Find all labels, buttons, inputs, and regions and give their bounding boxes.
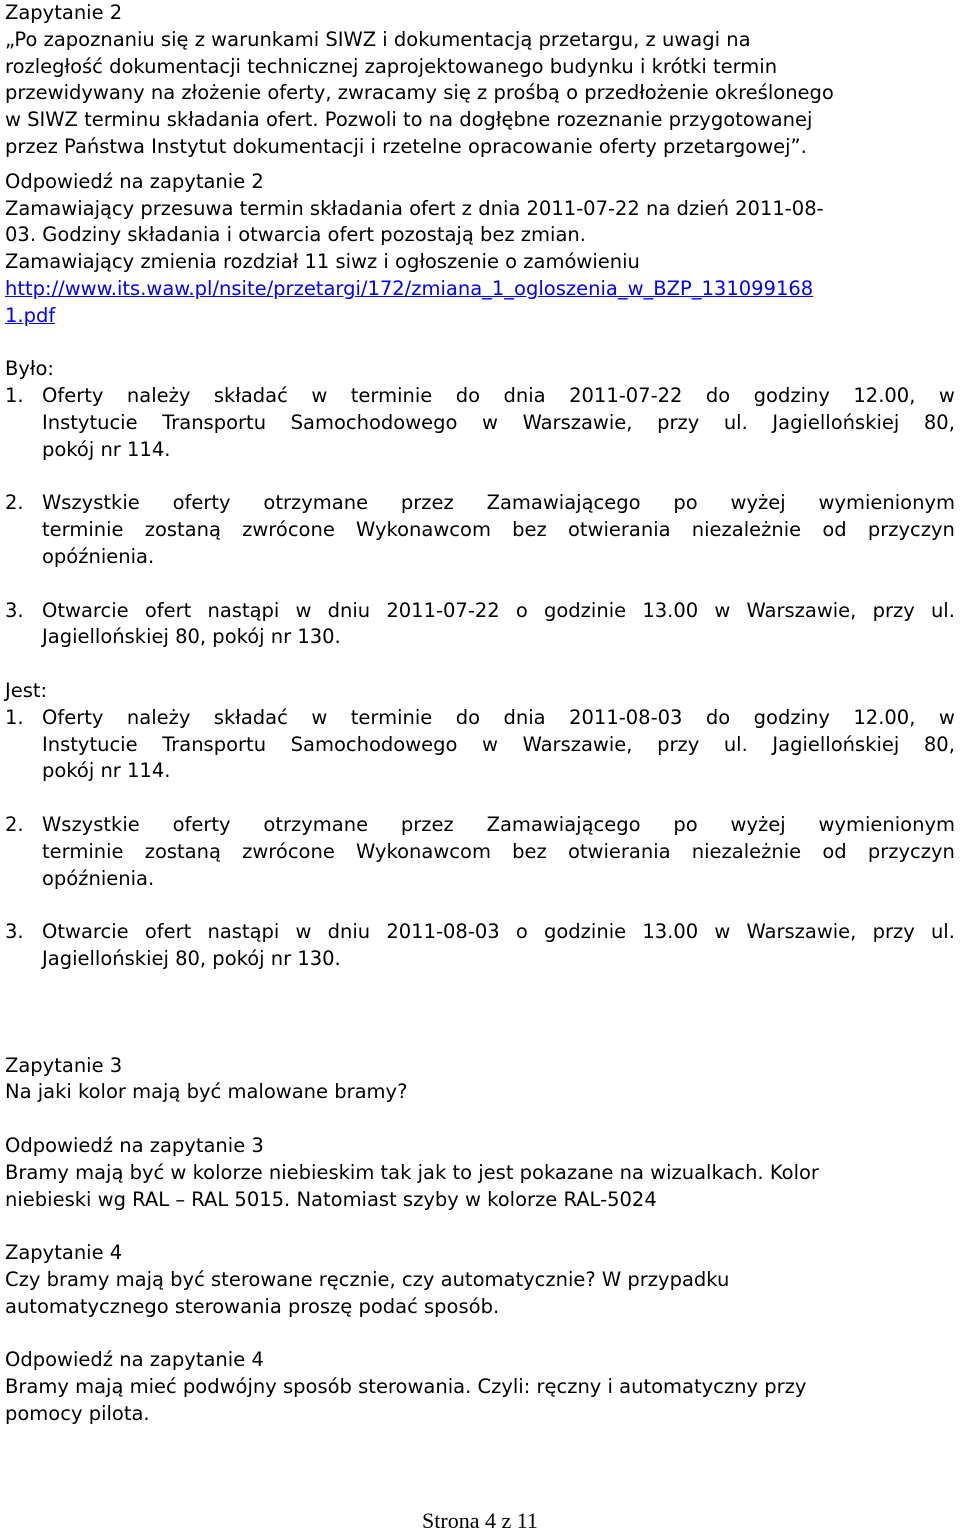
word: 80, — [923, 732, 955, 756]
word: Warszawie, — [522, 410, 633, 434]
word: 13.00 — [642, 920, 699, 944]
word: od — [822, 518, 847, 542]
word: do — [455, 705, 481, 729]
attachment-link-continuation[interactable]: 1.pdf — [5, 303, 56, 327]
question-3-title: Zapytanie 3 — [5, 1053, 123, 1077]
word: w — [311, 384, 328, 408]
word: wyżej — [730, 812, 786, 836]
was-item-1 — [5, 383, 955, 463]
word: terminie — [350, 384, 433, 408]
word: przez — [400, 491, 454, 515]
word: terminie — [42, 518, 124, 542]
was-label: Było: — [5, 357, 54, 381]
list-number: 2. — [5, 491, 24, 515]
word: 2011-07-22 — [386, 598, 500, 622]
word: do — [705, 384, 731, 408]
word: Wykonawcom — [356, 518, 491, 542]
list-item-line: opóźnienia. — [42, 544, 155, 568]
answer-4-line: pomocy pilota. — [5, 1402, 150, 1426]
list-item-line — [42, 383, 955, 410]
was-list — [5, 383, 955, 651]
word: 2011-08-03 — [386, 920, 500, 944]
word: 12.00, — [853, 705, 916, 729]
word: w — [311, 705, 328, 729]
word: otwierania — [567, 839, 671, 863]
word: Zamawiającego — [486, 812, 641, 836]
question-4-title: Zapytanie 4 — [5, 1241, 123, 1265]
word: Transportu — [162, 410, 267, 434]
word: terminie — [42, 839, 124, 863]
answer-2-line: 03. Godziny składania i otwarcia ofert pozostają bez zmian. — [5, 223, 586, 247]
list-number: 1. — [5, 705, 24, 729]
word: ofert — [144, 920, 192, 944]
word: przyczyn — [867, 839, 955, 863]
was-item-2 — [5, 490, 955, 570]
document-page — [5, 0, 955, 1428]
word: otrzymane — [263, 812, 369, 836]
word: Wykonawcom — [356, 839, 491, 863]
question-2-line: przez Państwa Instytut dokumentacji i rzetelne opracowanie oferty przetargowej”. — [5, 134, 807, 158]
word: nastąpi — [207, 920, 280, 944]
list-item-line — [42, 705, 955, 732]
word: zostaną — [144, 839, 221, 863]
list-number: 3. — [5, 920, 24, 944]
word: Instytucie — [42, 732, 138, 756]
list-item-line: Jagiellońskiej 80, pokój nr 130. — [42, 625, 341, 649]
list-number: 1. — [5, 384, 24, 408]
word: dnia — [503, 705, 546, 729]
word: przy — [872, 920, 915, 944]
word: bez — [512, 839, 547, 863]
word: po — [673, 812, 698, 836]
word: o — [515, 598, 528, 622]
word: niezależnie — [691, 518, 802, 542]
word: otwierania — [567, 518, 671, 542]
word: Instytucie — [42, 410, 138, 434]
word: wyżej — [730, 491, 786, 515]
question-4-line: automatycznego sterowania proszę podać sposób. — [5, 1294, 500, 1318]
word: 80, — [923, 410, 955, 434]
word: w — [714, 920, 731, 944]
question-2-line: rozległość dokumentacji technicznej zaprojektowanego budynku i krótki termin — [5, 54, 778, 78]
question-2-line: „Po zapoznaniu się z warunkami SIWZ i dokumentacją przetargu, z uwagi na — [5, 27, 751, 51]
word: Warszawie, — [746, 598, 857, 622]
list-item-line: opóźnienia. — [42, 866, 155, 890]
word: należy — [126, 705, 191, 729]
answer-3-title: Odpowiedź na zapytanie 3 — [5, 1134, 264, 1158]
word: przy — [657, 732, 700, 756]
word: w — [938, 384, 955, 408]
word: przy — [657, 410, 700, 434]
word: ofert — [144, 598, 192, 622]
word: składać — [213, 705, 288, 729]
word: Wszystkie — [42, 812, 140, 836]
word: otrzymane — [263, 491, 369, 515]
word: w — [714, 598, 731, 622]
word: oferty — [172, 812, 231, 836]
list-item-line — [42, 732, 955, 759]
word: w — [295, 598, 312, 622]
word: 12.00, — [853, 384, 916, 408]
word: należy — [126, 384, 191, 408]
word: Jagiellońskiej — [772, 410, 900, 434]
question-3-line: Na jaki kolor mają być malowane bramy? — [5, 1080, 408, 1104]
word: Samochodowego — [290, 410, 458, 434]
word: ul. — [723, 410, 748, 434]
answer-2-line: Zamawiający zmienia rozdział 11 siwz i ogłoszenie o zamówieniu — [5, 250, 640, 274]
list-item-line — [42, 598, 955, 625]
word: 2011-08-03 — [569, 705, 683, 729]
answer-3-line: niebieski wg RAL – RAL 5015. Natomiast szyby w kolorze RAL-5024 — [5, 1187, 657, 1211]
list-item-line — [42, 517, 955, 544]
word: godziny — [753, 705, 830, 729]
word: do — [455, 384, 481, 408]
list-number: 2. — [5, 812, 24, 836]
attachment-link-line-1[interactable] — [5, 276, 955, 303]
word: do — [705, 705, 731, 729]
word: Wszystkie — [42, 491, 140, 515]
word: niezależnie — [691, 839, 802, 863]
is-list — [5, 705, 955, 973]
is-label: Jest: — [5, 678, 48, 702]
word: Jagiellońskiej — [772, 732, 900, 756]
word: dnia — [503, 384, 546, 408]
word: Oferty — [42, 705, 104, 729]
word: dniu — [327, 920, 371, 944]
attachment-link-line-2[interactable] — [5, 303, 955, 330]
word: nastąpi — [207, 598, 280, 622]
word: godzinie — [544, 920, 627, 944]
word: Warszawie, — [522, 732, 633, 756]
word: w — [295, 920, 312, 944]
word: składać — [213, 384, 288, 408]
answer-4-title: Odpowiedź na zapytanie 4 — [5, 1348, 264, 1372]
answer-2-title: Odpowiedź na zapytanie 2 — [5, 169, 264, 193]
question-2-line: w SIWZ terminu składania ofert. Pozwoli to na dogłębne rozeznanie przygotowanej — [5, 108, 813, 132]
word: Otwarcie — [42, 920, 129, 944]
word: zwrócone — [242, 518, 335, 542]
is-item-1 — [5, 705, 955, 785]
question-4-line: Czy bramy mają być sterowane ręcznie, czy automatycznie? W przypadku — [5, 1268, 730, 1292]
word: przez — [400, 812, 454, 836]
word: oferty — [172, 491, 231, 515]
word: od — [822, 839, 847, 863]
word: Samochodowego — [290, 732, 458, 756]
list-item-line — [42, 839, 955, 866]
list-item-line — [42, 490, 955, 517]
list-item-line: Jagiellońskiej 80, pokój nr 130. — [42, 946, 341, 970]
attachment-link[interactable]: http://www.its.waw.pl/nsite/przetargi/172/zmiana_1_ogloszenia_w_BZP_131099168 — [5, 276, 814, 300]
list-item-line — [42, 410, 955, 437]
word: ul. — [930, 598, 955, 622]
word: w — [938, 705, 955, 729]
word: wymienionym — [818, 812, 955, 836]
word: bez — [512, 518, 547, 542]
word: po — [673, 491, 698, 515]
word: zwrócone — [242, 839, 335, 863]
word: Oferty — [42, 384, 104, 408]
word: godzinie — [544, 598, 627, 622]
was-item-3 — [5, 598, 955, 652]
answer-4-line: Bramy mają mieć podwójny sposób sterowania. Czyli: ręczny i automatyczny przy — [5, 1375, 807, 1399]
word: Warszawie, — [746, 920, 857, 944]
answer-2-line: Zamawiający przesuwa termin składania ofert z dnia 2011-07-22 na dzień 2011-08- — [5, 196, 824, 220]
word: Otwarcie — [42, 598, 129, 622]
list-item-line: pokój nr 114. — [42, 437, 171, 461]
is-item-2 — [5, 812, 955, 892]
word: wymienionym — [818, 491, 955, 515]
word: 13.00 — [642, 598, 699, 622]
list-item-line: pokój nr 114. — [42, 759, 171, 783]
list-number: 3. — [5, 598, 24, 622]
list-item-line — [42, 812, 955, 839]
answer-3-line: Bramy mają być w kolorze niebieskim tak jak to jest pokazane na wizualkach. Kolor — [5, 1160, 819, 1184]
word: ul. — [930, 920, 955, 944]
list-item-line — [42, 919, 955, 946]
word: ul. — [723, 732, 748, 756]
word: Transportu — [162, 732, 267, 756]
word: terminie — [350, 705, 433, 729]
word: Zamawiającego — [486, 491, 641, 515]
word: godziny — [753, 384, 830, 408]
question-2-title: Zapytanie 2 — [5, 1, 123, 24]
word: przyczyn — [867, 518, 955, 542]
word: o — [515, 920, 528, 944]
word: dniu — [327, 598, 371, 622]
word: w — [482, 732, 498, 756]
word: przy — [872, 598, 915, 622]
word: w — [482, 410, 498, 434]
page-number-footer: Strona 4 z 11 — [422, 1508, 538, 1533]
word: 2011-07-22 — [569, 384, 683, 408]
word: zostaną — [144, 518, 221, 542]
is-item-3 — [5, 919, 955, 973]
question-2-line: przewidywany na złożenie oferty, zwracamy się z prośbą o przedłożenie określonego — [5, 81, 834, 105]
